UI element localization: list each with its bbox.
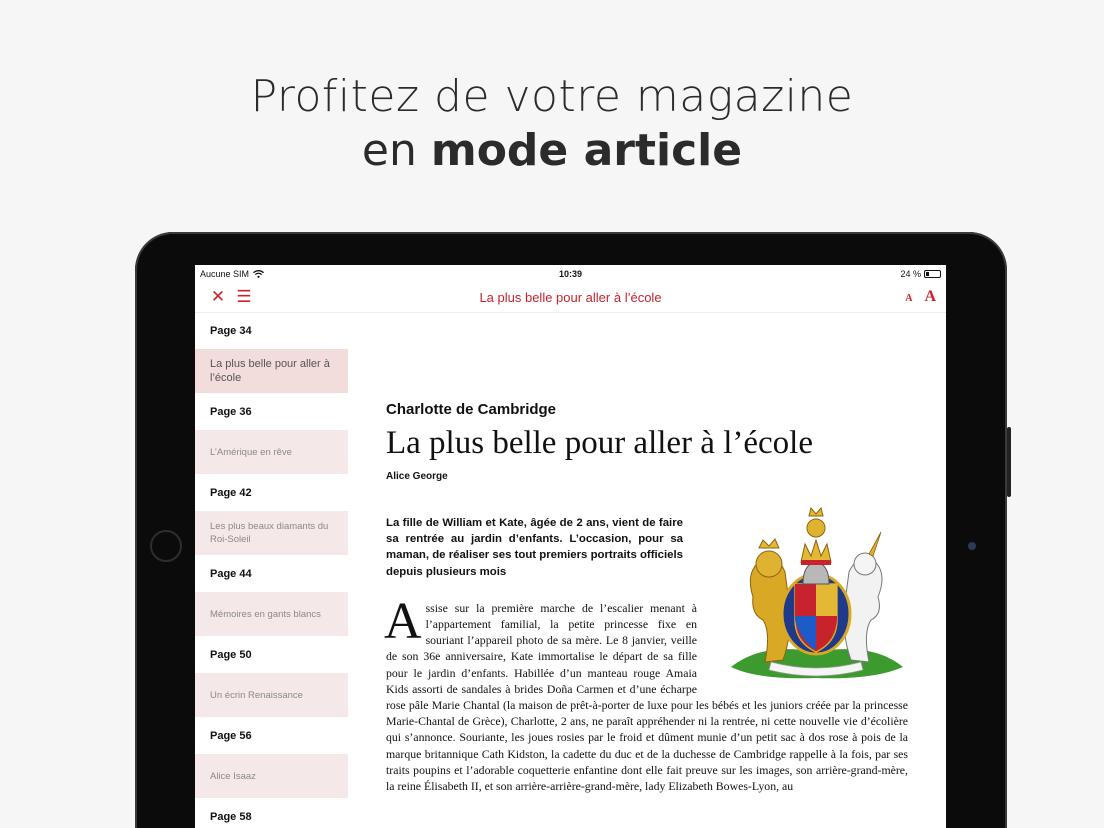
- home-button[interactable]: [150, 530, 182, 562]
- promo-line-2-prefix: en: [361, 125, 417, 176]
- toc-item[interactable]: L’Amérique en rêve: [195, 430, 348, 474]
- tablet-screen: [195, 265, 946, 828]
- carrier-label: Aucune SIM: [200, 268, 250, 279]
- toc-page-label: Page 58: [210, 811, 252, 823]
- table-of-contents: [195, 313, 348, 828]
- toc-page-label: Page 34: [210, 325, 252, 337]
- close-icon[interactable]: ✕: [210, 287, 226, 306]
- battery-fill: [926, 272, 929, 276]
- wifi-icon: [253, 270, 264, 278]
- article-lead: La fille de William et Kate, âgée de 2 ans, vient de faire sa rentrée au jardin d’enfants. L’occasion, pour sa maman, de réaliser ses tout premiers portraits officiels depuis plusieurs mois: [386, 517, 683, 578]
- promo-headline: [0, 70, 1104, 178]
- battery-icon: [924, 270, 941, 278]
- article-body-text: ssise sur la première marche de l’escalier menant à l’appartement familial, la petite princesse fixe en souriant l’appareil photo de sa mère. Le 8 janvier, veille de son 36e anniversaire, Kate immortalise le départ de sa fille pour le jardin d’enfants. Habillée d’un manteau rouge Amaia Kids assorti de sandales à brides Doña Carmen et d’une écharpe rose pâle Marie Chantal (la maison de prêt-à-porter de luxe pour les bébés et les juniors créée par la princesse Marie-Chantal de Grèce), Charlotte, 2 ans, ne paraît appréhender ni la rentrée, ni cette nouvelle vie d’écolière qui s’annonce. Souriante, les joues rosies par le froid et dûment munie d’un petit sac à dos rose à pois de la marque britannique Cath Kidston, la cadette du duc et de la duchesse de Cambridge rappelle à la fois, par ses traits poupins et l’adorable coquetterie enfantine dont elle fait preuve sur les images, son arrière-grand-mère, la reine Élisabeth II, et son arrière-arrière-grand-mère, lady Elizabeth Bowes-Lyon, au: [386, 600, 908, 794]
- article-title: La plus belle pour aller à l’école: [386, 425, 813, 461]
- font-increase-button[interactable]: A: [924, 288, 936, 305]
- toc-item[interactable]: Les plus beaux diamants du Roi-Soleil: [195, 511, 348, 555]
- promo-line-1: Profitez de votre magazine: [250, 71, 854, 122]
- battery-percent: 24 %: [900, 268, 921, 279]
- article-dropcap: A: [384, 592, 422, 650]
- promo-line-2-bold: mode article: [430, 125, 743, 176]
- menu-icon[interactable]: ☰: [236, 287, 252, 306]
- article-kicker: Charlotte de Cambridge: [386, 401, 557, 418]
- toc-page-label: Page 42: [210, 487, 252, 499]
- toc-page-label: Page 56: [210, 730, 252, 742]
- coat-of-arms-image: [723, 502, 908, 682]
- toc-item[interactable]: Alice Isaaz: [195, 754, 348, 798]
- toc-item[interactable]: Un écrin Renaissance: [195, 673, 348, 717]
- toc-page-label: Page 50: [210, 649, 252, 661]
- font-size-controls: [905, 288, 936, 306]
- status-time: 10:39: [558, 268, 583, 279]
- side-button: [1007, 427, 1011, 497]
- toc-item-active[interactable]: La plus belle pour aller à l’école: [195, 349, 348, 393]
- promo-line-2: [0, 124, 1104, 178]
- font-decrease-button[interactable]: A: [905, 293, 913, 304]
- article-author: Alice George: [386, 471, 448, 482]
- article-content: [386, 313, 908, 828]
- battery-group: [900, 269, 941, 279]
- toc-item[interactable]: Mémoires en gants blancs: [195, 592, 348, 636]
- nav-bar: [195, 282, 946, 313]
- carrier-group: [200, 269, 264, 279]
- nav-title: La plus belle pour aller à l’école: [479, 289, 662, 305]
- toc-page-label: Page 44: [210, 568, 252, 580]
- article-body: [384, 592, 908, 794]
- status-bar: [195, 265, 946, 282]
- front-camera: [968, 542, 976, 550]
- toc-page-label: Page 36: [210, 406, 252, 418]
